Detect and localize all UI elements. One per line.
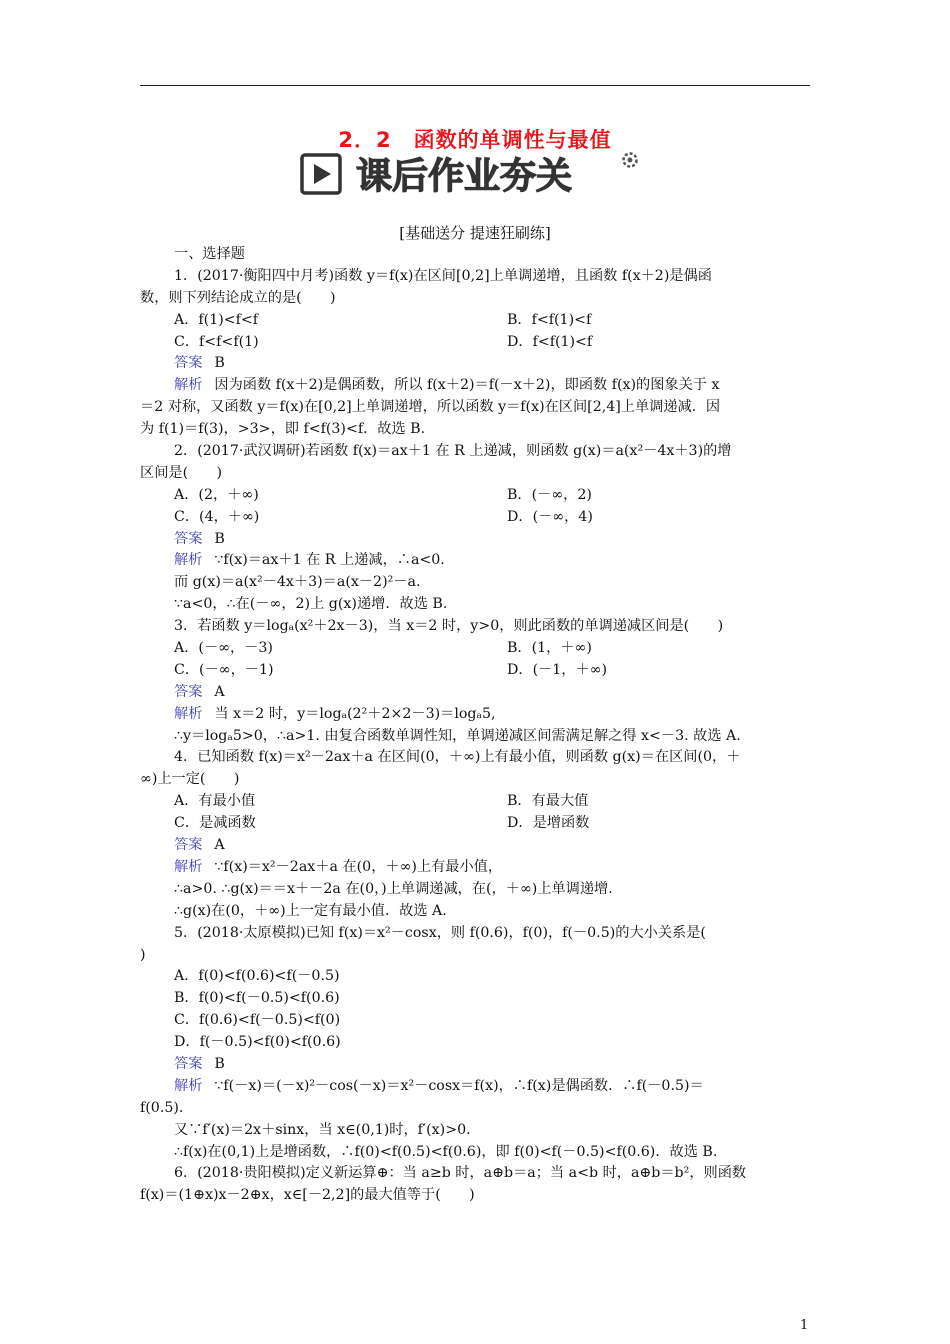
q3-options-row2 [140, 660, 810, 682]
q1-options-row2 [140, 332, 810, 354]
q1-option-c: C．f<f<f(1) [174, 333, 259, 350]
q5-stem-line1: 5．(2018·太原模拟)已知 f(x)＝x²－cosx，则 f(0.6)，f(0)，f(－0.5)的大小关系是( [174, 924, 706, 941]
subtitle: [基础送分 提速狂刷练] [399, 224, 551, 242]
header-rule [140, 85, 810, 86]
q4-options-row2 [140, 813, 810, 835]
section-heading: 一、选择题 [174, 246, 245, 262]
q4-exp1: ∵f(x)＝x²－2ax＋a 在(0，＋∞)上有最小值， [214, 858, 503, 875]
explanation-label: 解析 [174, 858, 203, 875]
gear-icon [624, 154, 637, 167]
q2-option-a: A．(2，＋∞) [174, 486, 259, 503]
q3-explanation-line2: ∴y＝logₐ5>0，∴a>1. 由复合函数单调性知，单调递减区间需满足解之得 x<－3. 故选 A. [174, 727, 741, 744]
q5-option-d: D．f(－0.5)<f(0)<f(0.6) [174, 1034, 341, 1051]
q1-answer-value: B [214, 355, 225, 372]
q5-explanation-line3: 又∵f′(x)＝2x＋sinx，当 x∈(0,1)时，f′(x)>0. [174, 1121, 471, 1138]
q5-option-b: B．f(0)<f(－0.5)<f(0.6) [174, 990, 340, 1007]
answer-label: 答案 [174, 837, 203, 854]
q3-options-row1 [140, 638, 810, 660]
q2-options-row2 [140, 507, 810, 529]
q5-explanation-line4: ∴f(x)在(0,1)上是增函数，∴f(0)<f(0.5)<f(0.6)，即 f(0)<f(－0.5)<f(0.6)．故选 B. [174, 1143, 718, 1160]
explanation-label: 解析 [174, 552, 203, 569]
q5-option-a: A．f(0)<f(0.6)<f(－0.5) [174, 968, 340, 985]
q4-option-c: C．是减函数 [174, 815, 256, 832]
q3-answer-value: A [214, 683, 225, 700]
q1-option-b: B．f<f(1)<f [507, 311, 592, 328]
q4-stem-line2: ∞)上一定( ) [140, 771, 240, 788]
q6-stem-line2: f(x)＝(1⊕x)x－2⊕x，x∈[－2,2]的最大值等于( ) [140, 1187, 475, 1204]
q2-exp1: ∵f(x)＝ax＋1 在 R 上递减，∴a<0. [214, 552, 445, 569]
q2-explanation-line1 [140, 550, 810, 572]
q2-stem-line2: 区间是( ) [140, 464, 223, 481]
answer-label: 答案 [174, 1055, 203, 1072]
q1-explanation-line2: ＝2 对称，又函数 y＝f(x)在[0,2]上单调递增，所以函数 y＝f(x)在区间[2,4]上单调递减．因 [140, 399, 721, 416]
q4-stem-line1: 4．已知函数 f(x)＝x²－2ax＋a 在区间(0，＋∞)上有最小值，则函数 g(x)＝在区间(0，＋ [174, 749, 741, 766]
page-number: 1 [800, 1318, 809, 1333]
banner-text: 课后作业夯关 [356, 156, 573, 197]
q4-explanation-line2: ∴a>0. ∴g(x)＝＝x＋－2a 在(0，)上单调递减，在(，＋∞)上单调递增. [174, 880, 613, 897]
q2-answer [140, 529, 810, 551]
section-title: 2．2 函数的单调性与最值 [338, 128, 612, 152]
answer-label: 答案 [174, 683, 203, 700]
q5-stem-line2: ) [140, 946, 146, 963]
q4-options-row1 [140, 791, 810, 813]
explanation-label: 解析 [174, 377, 203, 394]
q3-stem-line1: 3．若函数 y＝logₐ(x²＋2x－3)，当 x＝2 时，y>0，则此函数的单调递减区间是( ) [174, 618, 724, 635]
q4-option-d: D．是增函数 [507, 815, 590, 832]
q3-option-d: D．(－1，＋∞) [507, 661, 608, 678]
q2-answer-value: B [214, 530, 225, 547]
q1-options-row1 [140, 310, 810, 332]
q2-option-d: D．(－∞，4) [507, 508, 593, 525]
answer-label: 答案 [174, 530, 203, 547]
q1-exp1: 因为函数 f(x＋2)是偶函数，所以 f(x＋2)＝f(－x＋2)，即函数 f(x)的图象关于 x [214, 377, 720, 394]
q6-stem-line1: 6．(2018·贵阳模拟)定义新运算⊕：当 a≥b 时，a⊕b＝a；当 a<b 时，a⊕b＝b²，则函数 [174, 1165, 747, 1182]
q2-stem-line1: 2．(2017·武汉调研)若函数 f(x)＝ax＋1 在 R 上递减，则函数 g(x)＝a(x²－4x＋3)的增 [174, 443, 732, 460]
q2-explanation-line3: ∵a<0，∴在(－∞，2)上 g(x)递增．故选 B. [174, 596, 448, 613]
q1-option-d: D．f<f(1)<f [507, 333, 593, 350]
q4-answer-value: A [214, 837, 225, 854]
explanation-label: 解析 [174, 705, 203, 722]
q1-answer [140, 353, 810, 375]
q4-answer [140, 835, 810, 857]
explanation-label: 解析 [174, 1077, 203, 1094]
q2-options-row1 [140, 485, 810, 507]
q2-option-c: C．(4，＋∞) [174, 508, 260, 525]
q4-option-a: A．有最小值 [174, 793, 256, 810]
question-list [140, 244, 810, 1207]
q1-stem-line2: 数，则下列结论成立的是( ) [140, 289, 336, 306]
q5-exp1: ∵f(－x)＝(－x)²－cos(－x)＝x²－cosx＝f(x)，∴f(x)是偶函数．∴f(－0.5)＝ [214, 1077, 704, 1094]
q4-explanation-line1 [140, 857, 810, 879]
q5-answer [140, 1054, 810, 1076]
answer-label: 答案 [174, 355, 203, 372]
q3-option-b: B．(1，＋∞) [507, 640, 592, 657]
q2-option-b: B．(－∞，2) [507, 486, 592, 503]
q3-exp1: 当 x＝2 时，y＝logₐ(2²＋2×2－3)＝logₐ5, [214, 705, 496, 722]
q4-explanation-line3: ∴g(x)在(0，＋∞)上一定有最小值．故选 A. [174, 902, 447, 919]
q5-answer-value: B [214, 1055, 225, 1072]
q5-explanation-line1 [140, 1076, 810, 1098]
q5-option-c: C．f(0.6)<f(－0.5)<f(0) [174, 1012, 341, 1029]
homework-banner [300, 150, 650, 198]
q1-explanation-line3: 为 f(1)＝f(3)，>3>，即 f<f(3)<f．故选 B. [140, 421, 426, 438]
q3-answer [140, 682, 810, 704]
q3-explanation-line1 [140, 704, 810, 726]
q2-explanation-line2: 而 g(x)＝a(x²－4x＋3)＝a(x－2)²－a. [174, 574, 421, 591]
q1-explanation-line1 [140, 375, 810, 397]
q3-option-c: C．(－∞，－1) [174, 661, 274, 678]
q4-option-b: B．有最大值 [507, 793, 589, 810]
q3-option-a: A．(－∞，－3) [174, 640, 273, 657]
play-icon [302, 155, 340, 193]
q5-explanation-line2: f(0.5). [140, 1099, 184, 1116]
q1-stem-line1: 1．(2017·衡阳四中月考)函数 y＝f(x)在区间[0,2]上单调递增，且函数 f(x＋2)是偶函 [174, 267, 712, 284]
q1-option-a: A．f(1)<f<f [174, 311, 259, 328]
